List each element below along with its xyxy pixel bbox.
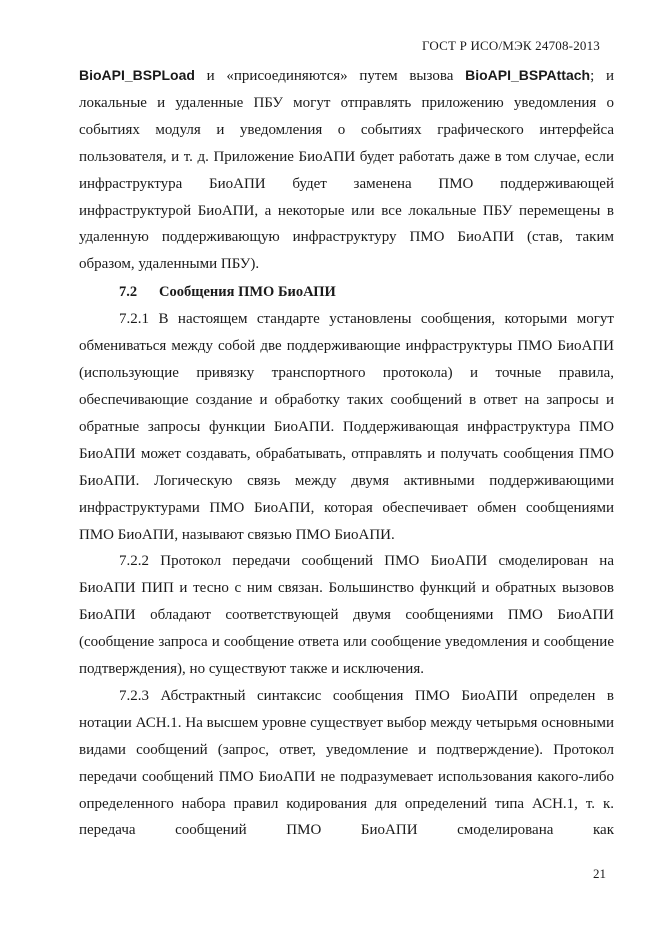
paragraph-7-2-1: 7.2.1 В настоящем стандарте установлены сообщения, которыми могут обмениваться между собой две поддерживающие инфраструктуры ПМО БиоАПИ (использующие привязку транспортного протокола) и точные правила, обеспечивающие создание и обработку таких сообщений в ответ на запросы и обратные запросы функции БиоАПИ. Поддерживающая инфраструктура ПМО БиоАПИ может создавать, обрабатывать, отправлять и получать сообщения ПМО БиоАПИ. Логическую связь между двумя активными поддерживающими инфраструктурами ПМО БиоАПИ, которая обеспечивает обмен сообщениями ПМО БиоАПИ, называют связью ПМО БиоАПИ. [79,311,614,543]
page-number: 21 [593,866,606,881]
section-heading [79,278,614,306]
paragraph-continuation [79,62,614,278]
function-name-bsp-load: BioAPI_BSPLoad [79,67,195,83]
document-header: ГОСТ Р ИСО/МЭК 24708-2013 [421,38,600,53]
paragraph-text: ; и локальные и удаленные ПБУ могут отправлять приложению уведомления о событиях модуля и уведомления о событиях графического интерфейса пользователя, и т. д. Приложение БиоАПИ будет работать даже в том случае, если инфраструктура БиоАПИ будет заменена ПМО поддерживающей инфраструктурой БиоАПИ, а некоторые или все локальные ПБУ перемещены в удаленную поддерживающую инфраструктуру ПМО БиоАПИ (став, таким образом, удаленными ПБУ). [79,68,614,273]
function-name-bsp-attach: BioAPI_BSPAttach [465,67,591,83]
document-body [79,62,614,844]
paragraph-text: и «присоединяются» путем вызова [194,68,466,84]
section-number: 7.2 [119,284,138,301]
paragraph-7-2-2: 7.2.2 Протокол передачи сообщений ПМО БиоАПИ смоделирован на БиоАПИ ПИП и тесно с ним связан. Большинство функций и обратных вызовов БиоАПИ обладают соответствующей двумя сообщениями ПМО БиоАПИ (сообщение запроса и сообщение ответа или сообщение уведомления и сообщение подтверждения), но существуют также и исключения. [79,553,614,678]
section-title: Сообщения ПМО БиоАПИ [159,284,336,301]
paragraph-7-2-3: 7.2.3 Абстрактный синтаксис сообщения ПМО БиоАПИ определен в нотации АСН.1. На высшем уровне существует выбор между четырьмя основными видами сообщений (запрос, ответ, уведомление и подтверждение). Протокол передачи сообщений ПМО БиоАПИ не подразумевает использования какого-либо определенного набора правил кодирования для определений типа АСН.1, т. к. передача сообщений ПМО БиоАПИ смоделирована как [79,687,614,839]
